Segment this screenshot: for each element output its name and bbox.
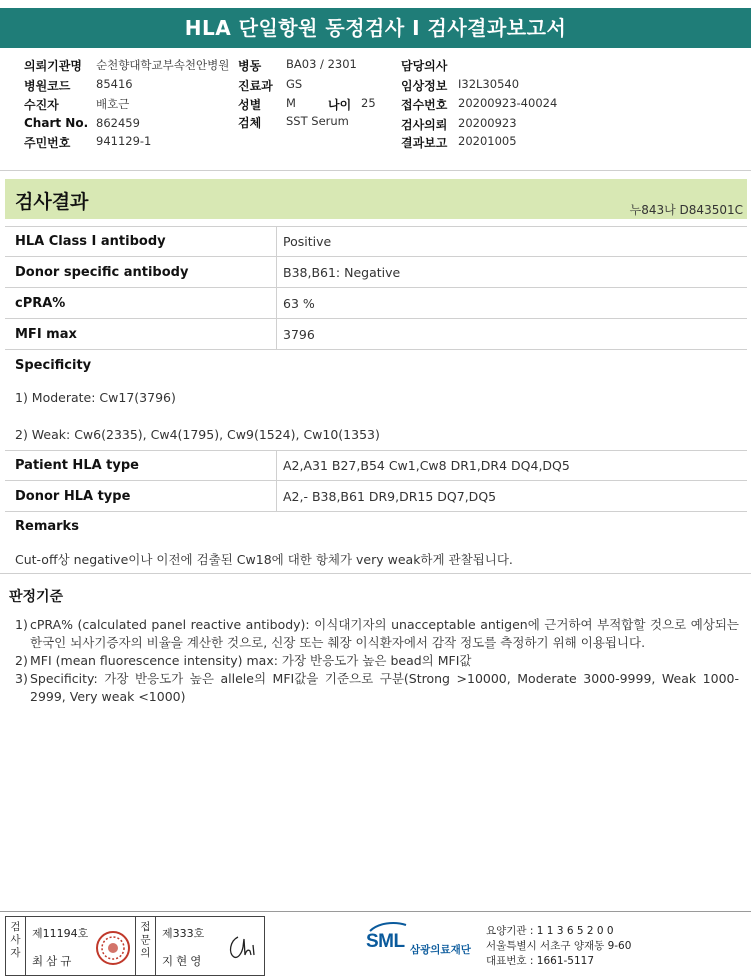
results-divider — [0, 573, 751, 574]
row-key: cPRA% — [15, 296, 66, 311]
criteria-text: MFI (mean fluorescence intensity) max: 가장 반응도가 높은 bead의 MFI값 — [30, 653, 472, 668]
patient-info — [0, 54, 751, 154]
id-value: 941129-1 — [96, 134, 152, 148]
request-org-value: 순천향대학교부속천안병원 — [96, 58, 230, 72]
table-row — [5, 288, 747, 319]
row-separator — [276, 288, 277, 319]
confirmer-no: 제333호 — [162, 927, 205, 940]
specimen-value: SST Serum — [286, 114, 349, 128]
receipt-value: 20200923-40024 — [458, 96, 558, 110]
report-title: HLA 단일항원 동정검사 I 검사결과보고서 — [0, 8, 751, 48]
clinical-info-value: I32L30540 — [458, 77, 520, 91]
org-logo — [366, 921, 486, 965]
confirmer-label: 접문의 — [140, 921, 151, 959]
criteria-text: cPRA% (calculated panel reactive antibody): 이식대기자의 unacceptable antigen에 근거하여 부적합할 것으로 예상되는 한국인 뇌사기증자의 비율을 계산한 것으로, 신장 또는 췌장 이식환자에서 감작 정도를 측정하기 위해 이용됩니다. — [30, 617, 739, 650]
row-value: B38,B61: Negative — [283, 265, 401, 280]
table-row — [5, 450, 747, 481]
row-separator — [276, 257, 277, 288]
criteria-num: 1) — [15, 617, 28, 632]
criteria-title: 판정기준 — [9, 589, 64, 605]
info-divider — [0, 170, 751, 171]
footer-divider — [0, 911, 751, 912]
chart-value: 862459 — [96, 116, 140, 130]
request-org-label: 의뢰기관명 — [24, 59, 82, 73]
examiner-name: 최삼규 — [32, 954, 75, 968]
table-row — [5, 319, 747, 350]
age-label: 나이 — [328, 98, 352, 112]
ward-label: 병동 — [238, 59, 262, 73]
examiner-label: 검사자 — [10, 921, 21, 959]
row-value: 63 % — [283, 296, 315, 311]
test-request-label: 검사의뢰 — [401, 118, 448, 132]
row-key: Donor HLA type — [15, 489, 131, 504]
addr-line: 요양기관 : 1 1 3 6 5 2 0 0 — [486, 925, 614, 937]
row-key: HLA Class I antibody — [15, 234, 166, 249]
report-label: 결과보고 — [401, 136, 448, 150]
remarks-label: Remarks — [15, 519, 79, 534]
dept-label: 진료과 — [238, 79, 273, 93]
test-request-value: 20200923 — [458, 116, 517, 130]
criteria-item — [9, 652, 739, 670]
id-label: 주민번호 — [24, 136, 71, 150]
results-section-header — [5, 179, 747, 219]
row-value: 3796 — [283, 327, 315, 342]
org-name: 삼광의료재단 — [410, 944, 471, 956]
row-separator — [276, 450, 277, 481]
row-value: A2,A31 B27,B54 Cw1,Cw8 DR1,DR4 DQ4,DQ5 — [283, 458, 570, 473]
doctor-label: 담당의사 — [401, 59, 448, 73]
specificity-label: Specificity — [15, 358, 92, 373]
results-heading: 검사결과 — [15, 191, 89, 213]
row-key: Patient HLA type — [15, 458, 139, 473]
signature-box — [5, 916, 265, 976]
criteria-text: Specificity: 가장 반응도가 높은 allele의 MFI값을 기준으로 구분(Strong >10000, Moderate 3000-9999, Weak 1000-2999, Very weak <1000) — [30, 671, 739, 704]
row-key: Donor specific antibody — [15, 265, 189, 280]
specimen-label: 검체 — [238, 116, 262, 130]
criteria-item — [9, 616, 739, 652]
row-value: A2,- B38,B61 DR9,DR15 DQ7,DQ5 — [283, 489, 497, 504]
row-separator — [276, 226, 277, 257]
report-value: 20201005 — [458, 134, 517, 148]
ward-value: BA03 / 2301 — [286, 57, 357, 71]
addr-line: 대표번호 : 1661-5117 — [486, 955, 595, 967]
row-separator — [276, 481, 277, 512]
table-row — [5, 226, 747, 257]
sex-label: 성별 — [238, 98, 262, 112]
org-address — [486, 924, 631, 969]
dept-value: GS — [286, 77, 303, 91]
confirmer-name: 지현영 — [162, 954, 205, 968]
sex-value: M — [286, 96, 296, 110]
signature-icon — [224, 931, 260, 963]
criteria-num: 3) — [15, 671, 28, 686]
row-key: MFI max — [15, 327, 77, 342]
report-footer — [0, 911, 751, 980]
report-header — [0, 0, 751, 46]
remarks-text: Cut-off상 negative이나 이전에 검출된 Cw18에 대한 항체가 very weak하게 관찰됩니다. — [15, 552, 513, 567]
age-value: 25 — [361, 96, 376, 110]
row-value: Positive — [283, 234, 332, 249]
hospital-code-value: 85416 — [96, 77, 133, 91]
test-code: 누843나 D843501C — [629, 203, 743, 217]
specificity-line: 2) Weak: Cw6(2335), Cw4(1795), Cw9(1524), Cw10(1353) — [15, 427, 380, 442]
receipt-label: 접수번호 — [401, 98, 448, 112]
chart-label: Chart No. — [24, 116, 89, 130]
addr-line: 서울특별시 서초구 양재동 9-60 — [486, 940, 632, 952]
confirmer-label-cell — [136, 917, 156, 975]
criteria-list — [9, 616, 739, 706]
criteria-item — [9, 670, 739, 706]
hospital-code-label: 병원코드 — [24, 79, 71, 93]
table-row — [5, 481, 747, 512]
row-separator — [276, 319, 277, 350]
examiner-no: 제11194호 — [32, 927, 89, 940]
patient-label: 수진자 — [24, 98, 59, 112]
criteria-section — [9, 586, 739, 706]
table-row — [5, 257, 747, 288]
patient-value: 배호근 — [96, 97, 130, 111]
examiner-cell — [6, 917, 136, 975]
clinical-info-label: 임상정보 — [401, 79, 448, 93]
specificity-line: 1) Moderate: Cw17(3796) — [15, 390, 176, 405]
criteria-num: 2) — [15, 653, 28, 668]
logo-text: SML — [366, 931, 405, 952]
